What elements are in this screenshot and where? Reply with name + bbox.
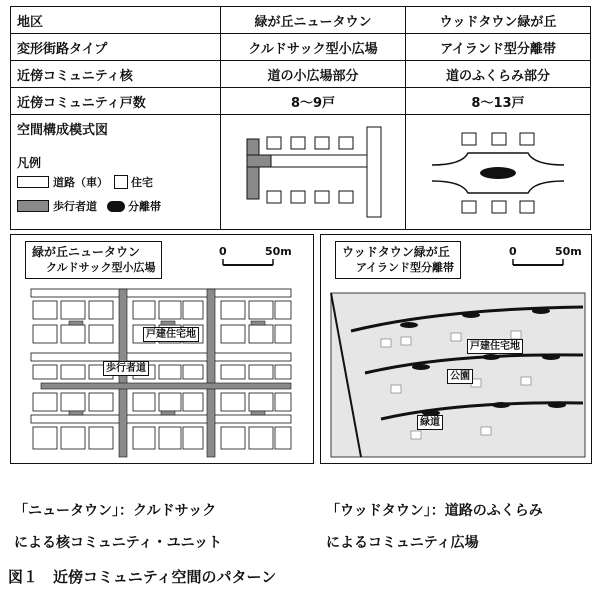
legend-divider: 分離帯 (128, 200, 161, 213)
divider-swatch-icon (107, 201, 125, 212)
island-diagram-cell (406, 115, 591, 230)
header-midorigaoka-nt: 緑が丘ニュータウン (221, 7, 406, 34)
map-left-panel (10, 234, 314, 464)
row-value-a: 道の小広場部分 (221, 61, 406, 88)
row-label: 近傍コミュニティ核 (11, 61, 221, 88)
row-value-a: クルドサック型小広場 (221, 34, 406, 61)
culdesac-diagram-cell (221, 115, 406, 230)
culdesac-diagram (227, 119, 399, 219)
caption-left-line2: による核コミュニティ・ユニット (14, 535, 223, 551)
map-left-title-box (25, 241, 162, 279)
table-header-row (11, 7, 591, 34)
diagram-legend-cell (11, 115, 221, 230)
scale-zero: 0 (509, 245, 517, 258)
caption-right-line2: によるコミュニティ広場 (326, 535, 479, 551)
map-left-subtitle: クルドサック型小広場 (46, 261, 156, 274)
row-label: 近傍コミュニティ戸数 (11, 88, 221, 115)
caption-right-line1: 「ウッドタウン」：道路のふくらみ (326, 503, 543, 519)
tag-detached-housing: 戸建住宅地 (143, 327, 199, 342)
comparison-table (10, 6, 591, 230)
legend-walkway: 歩行者道 (53, 200, 97, 213)
figure-title: 図１ 近傍コミュニティ空間のパターン (8, 568, 277, 586)
header-woodtown: ウッドタウン緑が丘 (406, 7, 591, 34)
row-value-b: 道のふくらみ部分 (406, 61, 591, 88)
scale-length: 50m (555, 245, 582, 258)
island-diagram (412, 119, 584, 219)
walkway-swatch-icon (17, 200, 49, 212)
map-right-title: ウッドタウン緑が丘 (342, 245, 450, 259)
legend-title: 凡例 (17, 156, 42, 170)
map-right-panel (320, 234, 592, 464)
table-row (11, 61, 591, 88)
house-swatch-icon (114, 175, 128, 189)
tag-walkway: 歩行者道 (103, 361, 149, 376)
map-right-title-box (335, 241, 461, 279)
tag-detached-housing: 戸建住宅地 (467, 339, 523, 354)
scale-zero: 0 (219, 245, 227, 258)
scale-length: 50m (265, 245, 292, 258)
header-district: 地区 (11, 7, 221, 34)
map-left-title: 緑が丘ニュータウン (32, 245, 141, 259)
diagram-row (11, 115, 591, 230)
legend-road: 道路（車） (53, 176, 108, 189)
row-value-b: 8～13戸 (406, 88, 591, 115)
legend-house: 住宅 (131, 176, 153, 189)
road-swatch-icon (17, 176, 49, 188)
row-value-b: アイランド型分離帯 (406, 34, 591, 61)
diagram-label: 空間構成模式図 (17, 123, 109, 138)
tag-green-path: 緑道 (417, 415, 443, 430)
caption-left-line1: 「ニュータウン」：クルドサック (14, 503, 217, 519)
row-label: 変形街路タイプ (11, 34, 221, 61)
table-row (11, 34, 591, 61)
legend-row-1 (17, 174, 214, 190)
legend-row-2 (17, 198, 214, 214)
table-row (11, 88, 591, 115)
tag-park: 公園 (447, 369, 473, 384)
map-right-subtitle: アイランド型分離帯 (356, 261, 455, 274)
row-value-a: 8～9戸 (221, 88, 406, 115)
